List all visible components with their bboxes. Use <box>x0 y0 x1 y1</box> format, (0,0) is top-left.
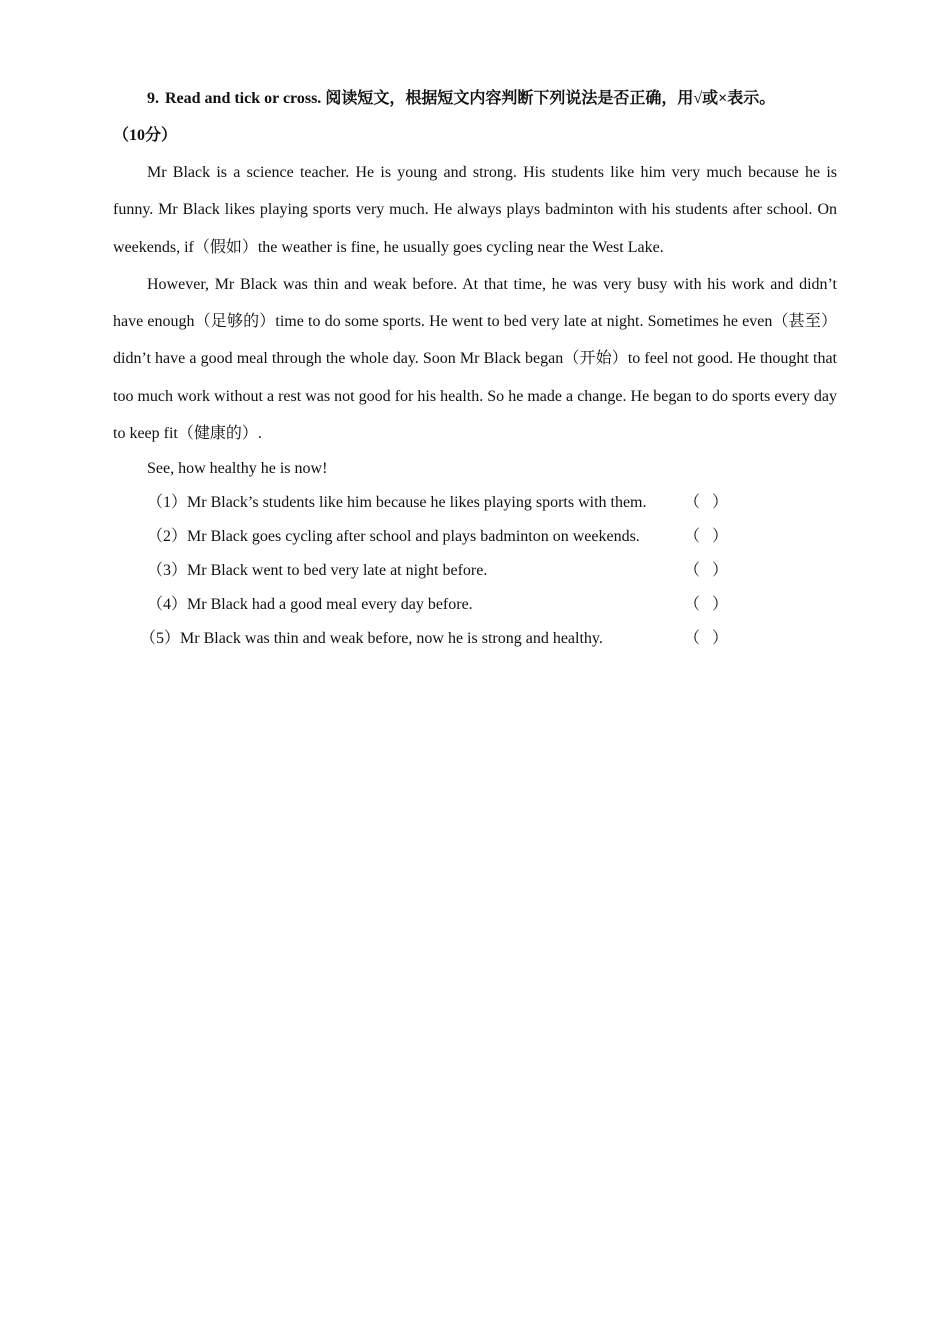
passage-paragraph-3: See, how healthy he is now! <box>147 460 328 478</box>
statement-label: （3） <box>147 562 188 580</box>
worksheet-page <box>113 80 837 656</box>
answer-blank[interactable]: （ ） <box>684 562 729 580</box>
question-heading <box>113 80 837 117</box>
statement-item <box>113 520 837 554</box>
instruction-english: Read and tick or cross. <box>165 90 322 107</box>
statement-item <box>113 622 837 656</box>
answer-blank[interactable]: （ ） <box>684 494 729 512</box>
statement-label: （2） <box>147 528 188 546</box>
answer-blank[interactable]: （ ） <box>684 528 729 546</box>
statement-text: Mr Black’s students like him because he likes playing sports with them. <box>187 494 647 512</box>
statement-label: （1） <box>147 494 188 512</box>
statement-text: Mr Black was thin and weak before, now he is strong and healthy. <box>180 630 603 648</box>
statement-list <box>113 486 837 656</box>
instruction-chinese: 阅读短文，根据短文内容判断下列说法是否正确，用√或×表示。 <box>325 90 776 107</box>
statement-item <box>113 588 837 622</box>
statement-label: （5） <box>140 630 181 648</box>
statement-item <box>113 554 837 588</box>
question-number: 9. <box>147 90 159 107</box>
statement-text: Mr Black went to bed very late at night before. <box>187 562 488 580</box>
statement-label: （4） <box>147 596 188 614</box>
statement-item <box>113 486 837 520</box>
statement-text: Mr Black had a good meal every day before. <box>187 596 473 614</box>
passage-paragraph-2: However, Mr Black was thin and weak before. At that time, he was very busy with his work and didn’t have enough（足够的）time to do some sports. He went to bed very late at night. Sometimes he even（甚至）didn’t have a good meal through the whole day. Soon Mr Black began（开始）to feel not good. He thought that too much work without a rest was not good for his health. So he made a change. He began to do sports every day to keep fit（健康的）. <box>113 275 837 443</box>
question-score: （10分） <box>113 127 178 144</box>
passage-paragraph-1: Mr Black is a science teacher. He is young and strong. His students like him very much because he is funny. Mr Black likes playing sports very much. He always plays badminton with his students after school. On weekends, if（假如）the weather is fine, he usually goes cycling near the West Lake. <box>113 164 837 256</box>
answer-blank[interactable]: （ ） <box>684 596 729 614</box>
statement-text: Mr Black goes cycling after school and plays badminton on weekends. <box>187 528 640 546</box>
answer-blank[interactable]: （ ） <box>684 630 729 648</box>
